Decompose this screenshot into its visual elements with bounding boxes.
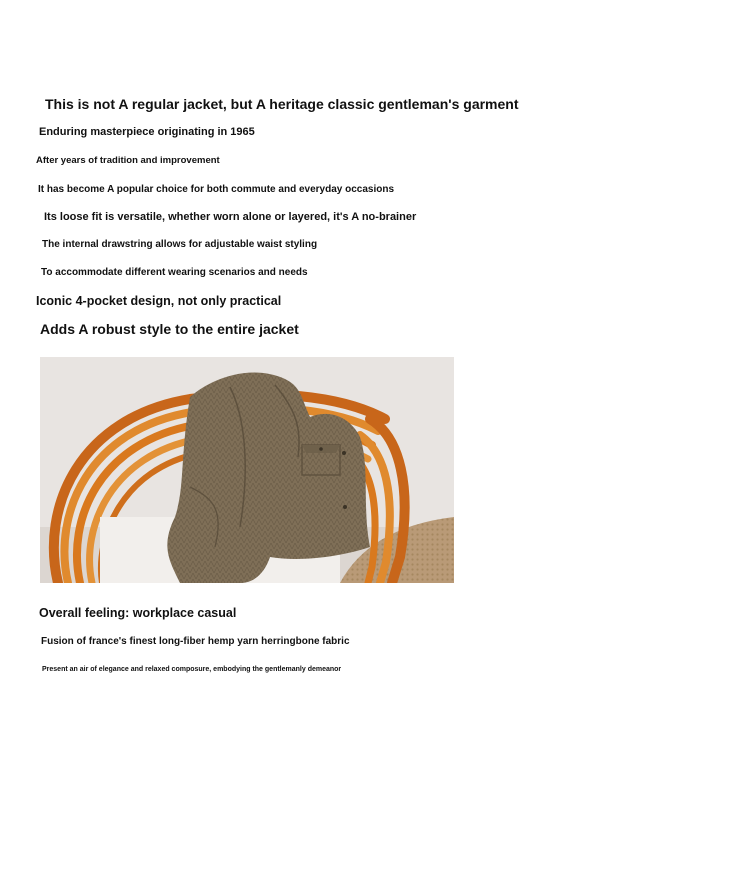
fit-line: Its loose fit is versatile, whether worn alone or layered, it's A no-brainer (44, 211, 417, 223)
popular-line: It has become A popular choice for both commute and everyday occasions (38, 184, 395, 195)
drawstring-line: The internal drawstring allows for adjustable waist styling (42, 239, 318, 250)
scenarios-line: To accommodate different wearing scenarios and needs (41, 267, 308, 278)
fabric-line: Fusion of france's finest long-fiber hemp yarn herringbone fabric (41, 636, 350, 647)
tradition-line: After years of tradition and improvement (36, 155, 220, 166)
product-photo (40, 357, 454, 583)
feeling-title: Overall feeling: workplace casual (39, 606, 237, 620)
demeanor-line: Present an air of elegance and relaxed composure, embodying the gentlemanly demeanor (42, 666, 342, 673)
headline: This is not A regular jacket, but A heritage classic gentleman's garment (45, 96, 519, 112)
origin-line: Enduring masterpiece originating in 1965 (39, 126, 255, 138)
pockets-line: Iconic 4-pocket design, not only practical (36, 294, 282, 308)
robust-line: Adds A robust style to the entire jacket (40, 321, 299, 337)
